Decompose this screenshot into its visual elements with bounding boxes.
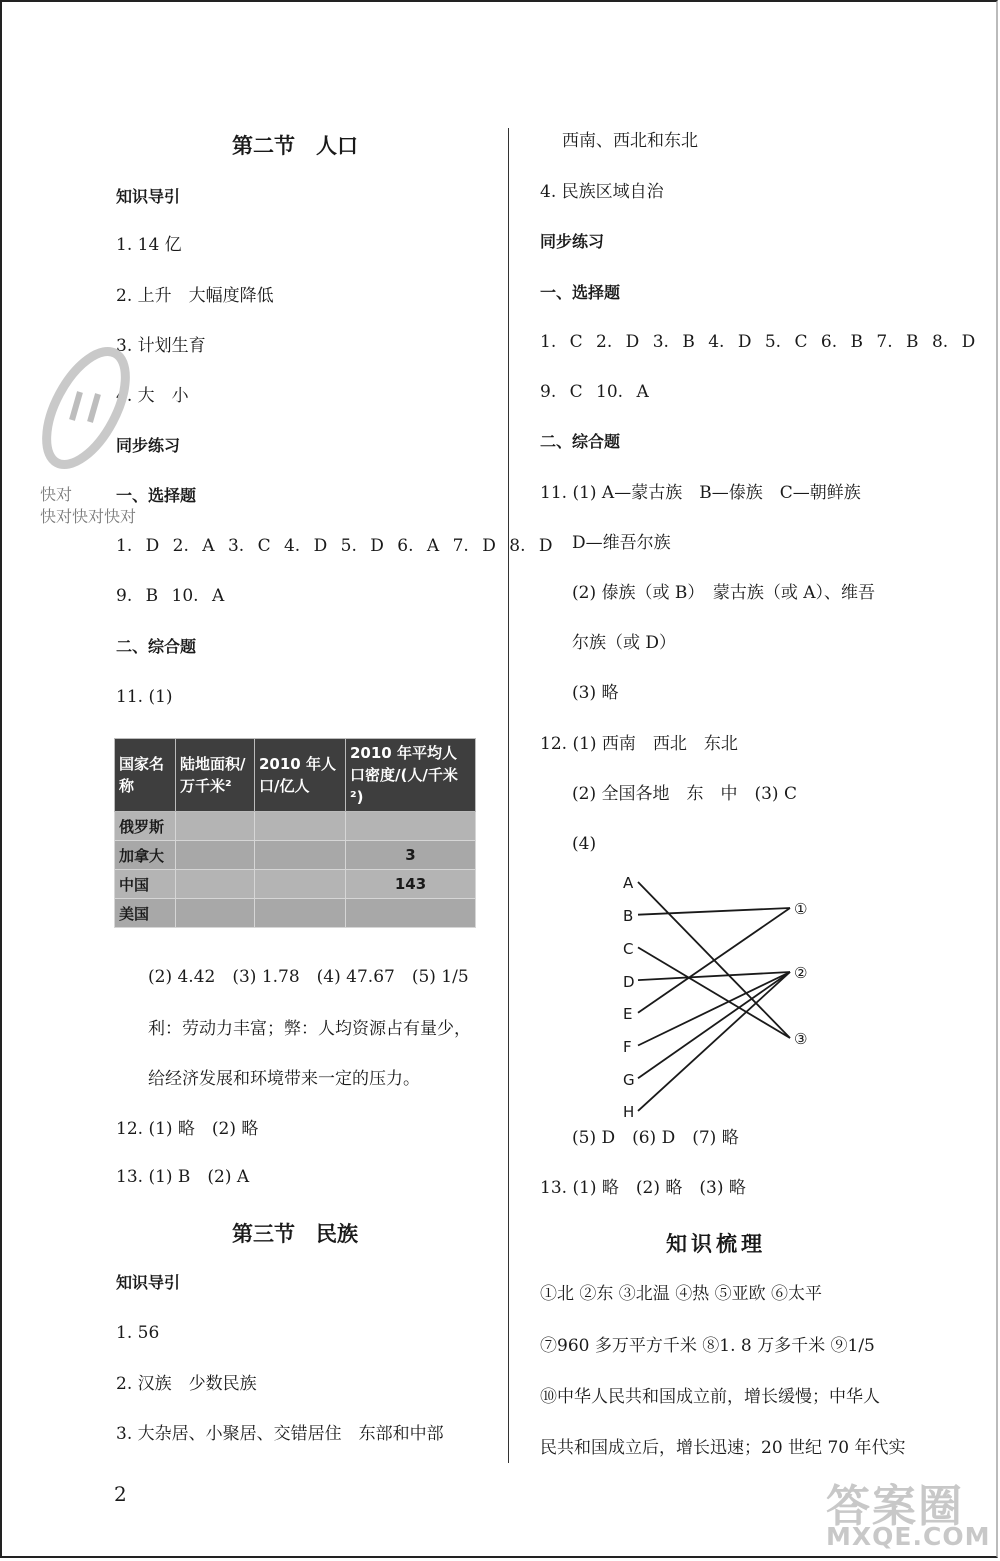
match-link-line — [638, 972, 790, 980]
watermark-line-1: 快对 — [40, 485, 73, 504]
table-cell: 中国 — [115, 870, 176, 899]
table-row — [115, 841, 476, 870]
table-cell — [255, 812, 346, 841]
table-cell — [255, 899, 346, 928]
table-header-cell: 陆地面积/万千米² — [176, 739, 255, 812]
match-target-2: ② — [794, 964, 808, 982]
summary-line-4: 民共和国成立后，增长迅速；20 世纪 70 年代实 — [540, 1438, 906, 1458]
match-label-h: H — [623, 1103, 635, 1121]
section-title-ethnic-groups: 第三节 民族 — [232, 1221, 358, 1246]
table-cell — [346, 899, 476, 928]
table-cell — [346, 812, 476, 841]
choice-heading-2: 一、选择题 — [540, 283, 621, 302]
table-row — [115, 870, 476, 899]
r-question-11-1a: 11. (1) A—蒙古族 B—傣族 C—朝鲜族 — [540, 483, 861, 503]
knowledge-guide-heading: 知识导引 — [116, 187, 181, 206]
table-cell: 俄罗斯 — [115, 812, 176, 841]
choice-answers-row-1: 1. D 2. A 3. C 4. D 5. D 6. A 7. D 8. D — [116, 536, 553, 556]
practice-heading-2: 同步练习 — [540, 232, 605, 251]
page-number: 2 — [114, 1482, 127, 1506]
s3-guide-item-3-continued: 西南、西北和东北 — [562, 131, 698, 151]
table-row — [115, 812, 476, 841]
guide-item-3: 3. 计划生育 — [116, 336, 206, 356]
match-target-1: ① — [794, 900, 808, 918]
table-cell — [176, 841, 255, 870]
match-link-line — [638, 908, 790, 915]
watermark-text — [40, 484, 136, 528]
table-cell — [176, 899, 255, 928]
s3-guide-item-1: 1. 56 — [116, 1323, 160, 1343]
table-cell: 3 — [346, 841, 476, 870]
r-question-12-rest: (5) D (6) D (7) 略 — [572, 1128, 739, 1148]
practice-heading: 同步练习 — [116, 436, 181, 455]
section-title-population: 第二节 人口 — [232, 133, 358, 158]
site-logo-url: MXQE.COM — [826, 1522, 991, 1551]
table-cell: 加拿大 — [115, 841, 176, 870]
match-target-3: ③ — [794, 1030, 808, 1048]
question-12: 12. (1) 略 (2) 略 — [116, 1119, 259, 1139]
knowledge-guide-heading-2: 知识导引 — [116, 1273, 181, 1292]
comprehensive-heading-2: 二、综合题 — [540, 432, 621, 451]
population-table — [114, 738, 476, 928]
r-question-12-4: (4) — [572, 834, 597, 854]
table-cell — [176, 812, 255, 841]
knowledge-summary-title: 知识梳理 — [666, 1231, 766, 1256]
matching-diagram — [612, 866, 842, 1126]
watermark-line-2: 快对快对快对 — [40, 507, 137, 526]
site-logo-text: 答案圈 — [826, 1481, 964, 1532]
question-11-note-1: 利：劳动力丰富；弊：人均资源占有量少， — [148, 1019, 471, 1039]
summary-line-3: ⑩中华人民共和国成立前，增长缓慢；中华人 — [540, 1387, 880, 1407]
r-question-11-2b: 尔族（或 D） — [572, 633, 677, 653]
table-cell — [255, 841, 346, 870]
match-label-g: G — [623, 1071, 635, 1089]
r-question-11-3: (3) 略 — [572, 683, 619, 703]
match-label-b: B — [623, 907, 634, 925]
s3-guide-item-4: 4. 民族区域自治 — [540, 182, 664, 202]
r-question-12-1: 12. (1) 西南 西北 东北 — [540, 734, 738, 754]
r-question-13: 13. (1) 略 (2) 略 (3) 略 — [540, 1178, 746, 1198]
column-divider — [508, 128, 509, 1463]
s3-guide-item-3: 3. 大杂居、小聚居、交错居住 东部和中部 — [116, 1424, 444, 1444]
table-header-cell: 2010 年平均人口密度/(人/千米²) — [346, 739, 476, 812]
question-11-note-2: 给经济发展和环境带来一定的压力。 — [148, 1069, 420, 1089]
match-label-e: E — [623, 1005, 633, 1023]
guide-item-2: 2. 上升 大幅度降低 — [116, 286, 274, 306]
match-label-a: A — [623, 874, 634, 892]
question-13: 13. (1) B (2) A — [116, 1167, 250, 1187]
question-11-rest: (2) 4.42 (3) 1.78 (4) 47.67 (5) 1/5 — [148, 967, 469, 987]
table-row — [115, 899, 476, 928]
match-label-d: D — [623, 973, 635, 991]
r-question-11-2a: (2) 傣族（或 B） 蒙古族（或 A）、维吾 — [572, 583, 876, 603]
r-question-12-2: (2) 全国各地 东 中 (3) C — [572, 784, 797, 804]
match-label-f: F — [623, 1038, 632, 1056]
r-question-11-1b: D—维吾尔族 — [572, 533, 671, 553]
guide-item-4: 4. 大 小 — [116, 386, 189, 406]
question-11-label: 11. (1) — [116, 687, 173, 707]
summary-line-2: ⑦960 多万平方千米 ⑧1. 8 万多千米 ⑨1/5 — [540, 1336, 875, 1356]
s3-guide-item-2: 2. 汉族 少数民族 — [116, 1374, 257, 1394]
table-header-cell: 国家名称 — [115, 739, 176, 812]
table-cell — [176, 870, 255, 899]
choice-answers-row-4: 9. C 10. A — [540, 382, 649, 402]
table-cell — [255, 870, 346, 899]
choice-heading: 一、选择题 — [116, 486, 197, 505]
stamp-mark — [28, 320, 148, 490]
summary-line-1: ①北 ②东 ③北温 ④热 ⑤亚欧 ⑥太平 — [540, 1284, 823, 1304]
table-cell: 143 — [346, 870, 476, 899]
table-header-row — [115, 739, 476, 812]
comprehensive-heading: 二、综合题 — [116, 637, 197, 656]
table-cell: 美国 — [115, 899, 176, 928]
choice-answers-row-3: 1. C 2. D 3. B 4. D 5. C 6. B 7. B 8. D — [540, 332, 976, 352]
choice-answers-row-2: 9. B 10. A — [116, 586, 225, 606]
match-label-c: C — [623, 940, 634, 958]
match-link-line — [638, 972, 790, 1046]
table-header-cell: 2010 年人口/亿人 — [255, 739, 346, 812]
guide-item-1: 1. 14 亿 — [116, 235, 182, 255]
